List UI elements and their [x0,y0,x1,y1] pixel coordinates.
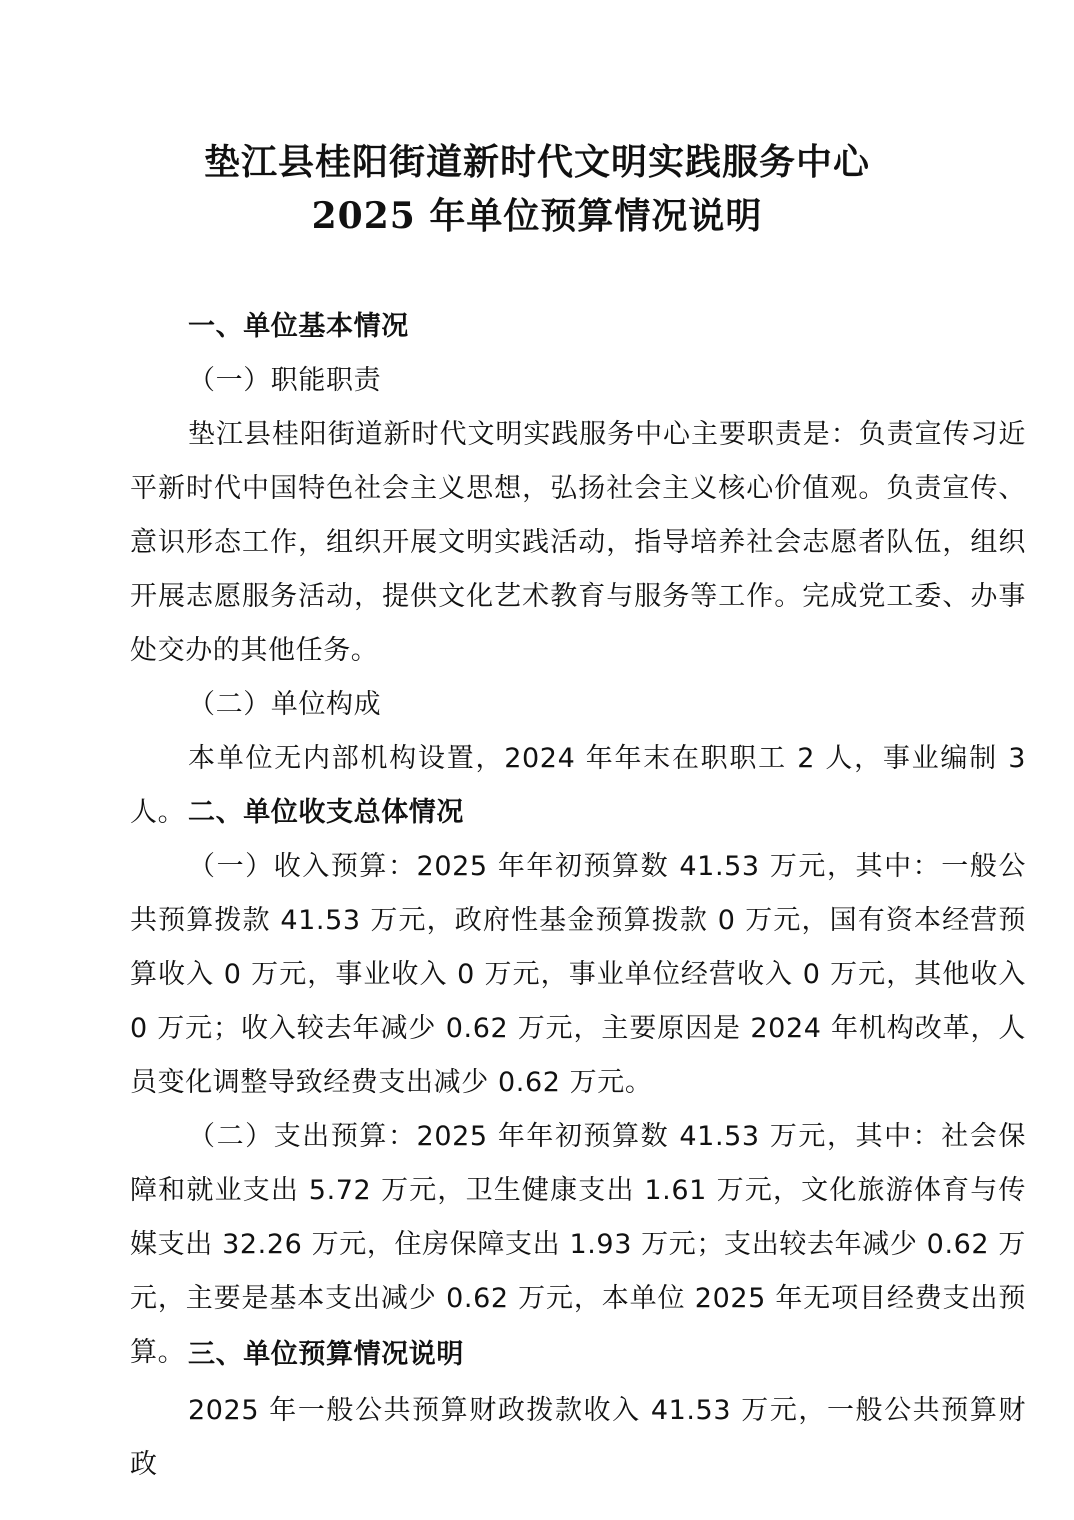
section1-sub1-heading: （一）职能职责 [188,365,382,396]
section2-heading: 二、单位收支总体情况 [188,797,464,828]
section1-sub1-paragraph: 垫江县桂阳街道新时代文明实践服务中心主要职责是：负责宣传习近平新时代中国特色社会主义思想，弘扬社会主义核心价值观。负责宣传、意识形态工作，组织开展文明实践活动，指导培养社会志愿者队伍，组织开展志愿服务活动，提供文化艺术教育与服务等工作。完成党工委、办事处交办的其他任务。 [130,419,1026,666]
section1-sub2-paragraph: 本单位无内部机构设置，2024 年年末在职职工 2 人，事业编制 3 人。 [130,743,1026,828]
document-title-line1: 垫江县桂阳街道新时代文明实践服务中心 [203,141,870,183]
section3-paragraph: 2025 年一般公共预算财政拨款收入 41.53 万元，一般公共预算财政 [130,1395,1026,1480]
section1-sub2-heading: （二）单位构成 [188,689,382,720]
document-title-line2: 2025 年单位预算情况说明 [311,195,763,237]
section2-expense-paragraph: （二）支出预算：2025 年年初预算数 41.53 万元，其中：社会保障和就业支出 5.72 万元，卫生健康支出 1.61 万元，文化旅游体育与传媒支出 32.26 万元，住房保障支出 1.93 万元；支出较去年减少 0.62 万元，主要是基本支出减少 0.62 万元，本单位 2025 年无项目经费支出预算。 [130,1121,1026,1368]
section1-heading: 一、单位基本情况 [188,311,409,342]
section2-income-paragraph: （一）收入预算：2025 年年初预算数 41.53 万元，其中：一般公共预算拨款 41.53 万元，政府性基金预算拨款 0 万元，国有资本经营预算收入 0 万元，事业收入 0 万元，事业单位经营收入 0 万元，其他收入 0 万元；收入较去年减少 0.62 万元，主要原因是 2024 年机构改革，人员变化调整导致经费支出减少 0.62 万元。 [130,851,1026,1098]
section3-heading: 三、单位预算情况说明 [188,1339,464,1370]
